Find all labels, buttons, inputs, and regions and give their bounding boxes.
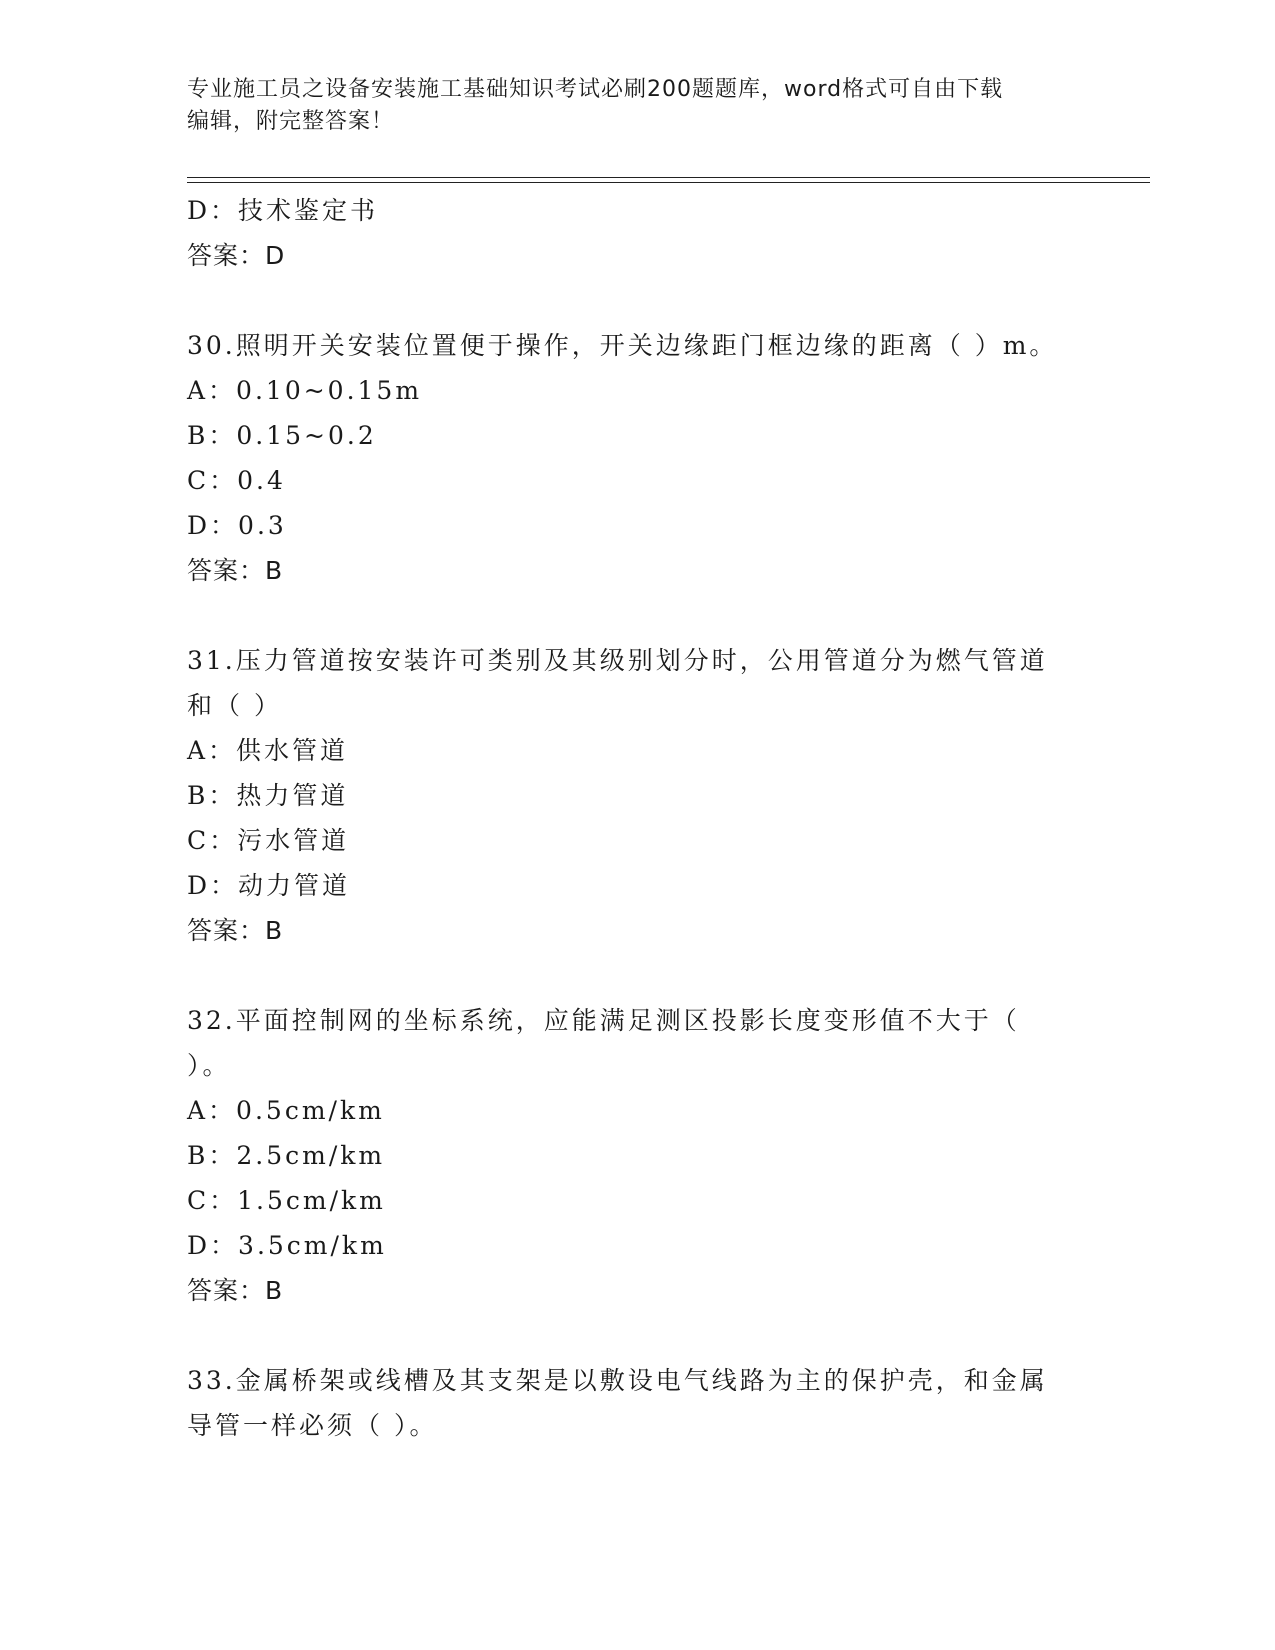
option-a: A：0.10~0.15m <box>187 376 423 405</box>
option-a: A：供水管道 <box>187 736 349 765</box>
answer: 答案：D <box>187 241 286 270</box>
option-d: D：0.3 <box>187 511 287 540</box>
option-d: D：动力管道 <box>187 871 351 900</box>
header-rule-top <box>187 177 1150 178</box>
header-line-1: 专业施工员之设备安装施工基础知识考试必刷200题题库，word格式可自由下载 <box>187 77 1004 102</box>
answer: 答案：B <box>187 556 284 585</box>
question-list <box>187 188 1087 1448</box>
option-d: D：技术鉴定书 <box>187 196 379 225</box>
document-header <box>187 74 1087 138</box>
option-a: A：0.5cm/km <box>187 1096 385 1125</box>
question-stem <box>187 1358 1067 1448</box>
question-stem-line: 30.照明开关安装位置便于操作，开关边缘距门框边缘的距离（ ）m。 <box>187 331 1058 360</box>
option-d: D：3.5cm/km <box>187 1231 387 1260</box>
question-stem-line: 导管一样必须（ ）。 <box>187 1411 438 1440</box>
question-30 <box>187 323 1087 593</box>
question-stem-line: 和（ ） <box>187 691 282 720</box>
option-c: C：0.4 <box>187 466 286 495</box>
question-32 <box>187 998 1087 1313</box>
question-stem-line: 33.金属桥架或线槽及其支架是以敷设电气线路为主的保护壳，和金属 <box>187 1366 1048 1395</box>
question-stem-line: 32.平面控制网的坐标系统，应能满足测区投影长度变形值不大于（ <box>187 1006 1020 1035</box>
question-stem <box>187 998 1067 1088</box>
option-c: C：1.5cm/km <box>187 1186 386 1215</box>
question-31 <box>187 638 1087 953</box>
option-b: B：2.5cm/km <box>187 1141 386 1170</box>
question-stem-line: 31.压力管道按安装许可类别及其级别划分时，公用管道分为燃气管道 <box>187 646 1048 675</box>
header-rule-bottom <box>187 182 1150 183</box>
option-b: B：0.15~0.2 <box>187 421 377 450</box>
option-b: B：热力管道 <box>187 781 349 810</box>
option-c: C：污水管道 <box>187 826 350 855</box>
header-line-2: 编辑，附完整答案！ <box>187 109 395 134</box>
question-stem-line: ）。 <box>187 1051 231 1080</box>
question-stem <box>187 638 1067 728</box>
answer: 答案：B <box>187 916 284 945</box>
question-33 <box>187 1358 1087 1448</box>
answer: 答案：B <box>187 1276 284 1305</box>
question-stem <box>187 323 1067 368</box>
